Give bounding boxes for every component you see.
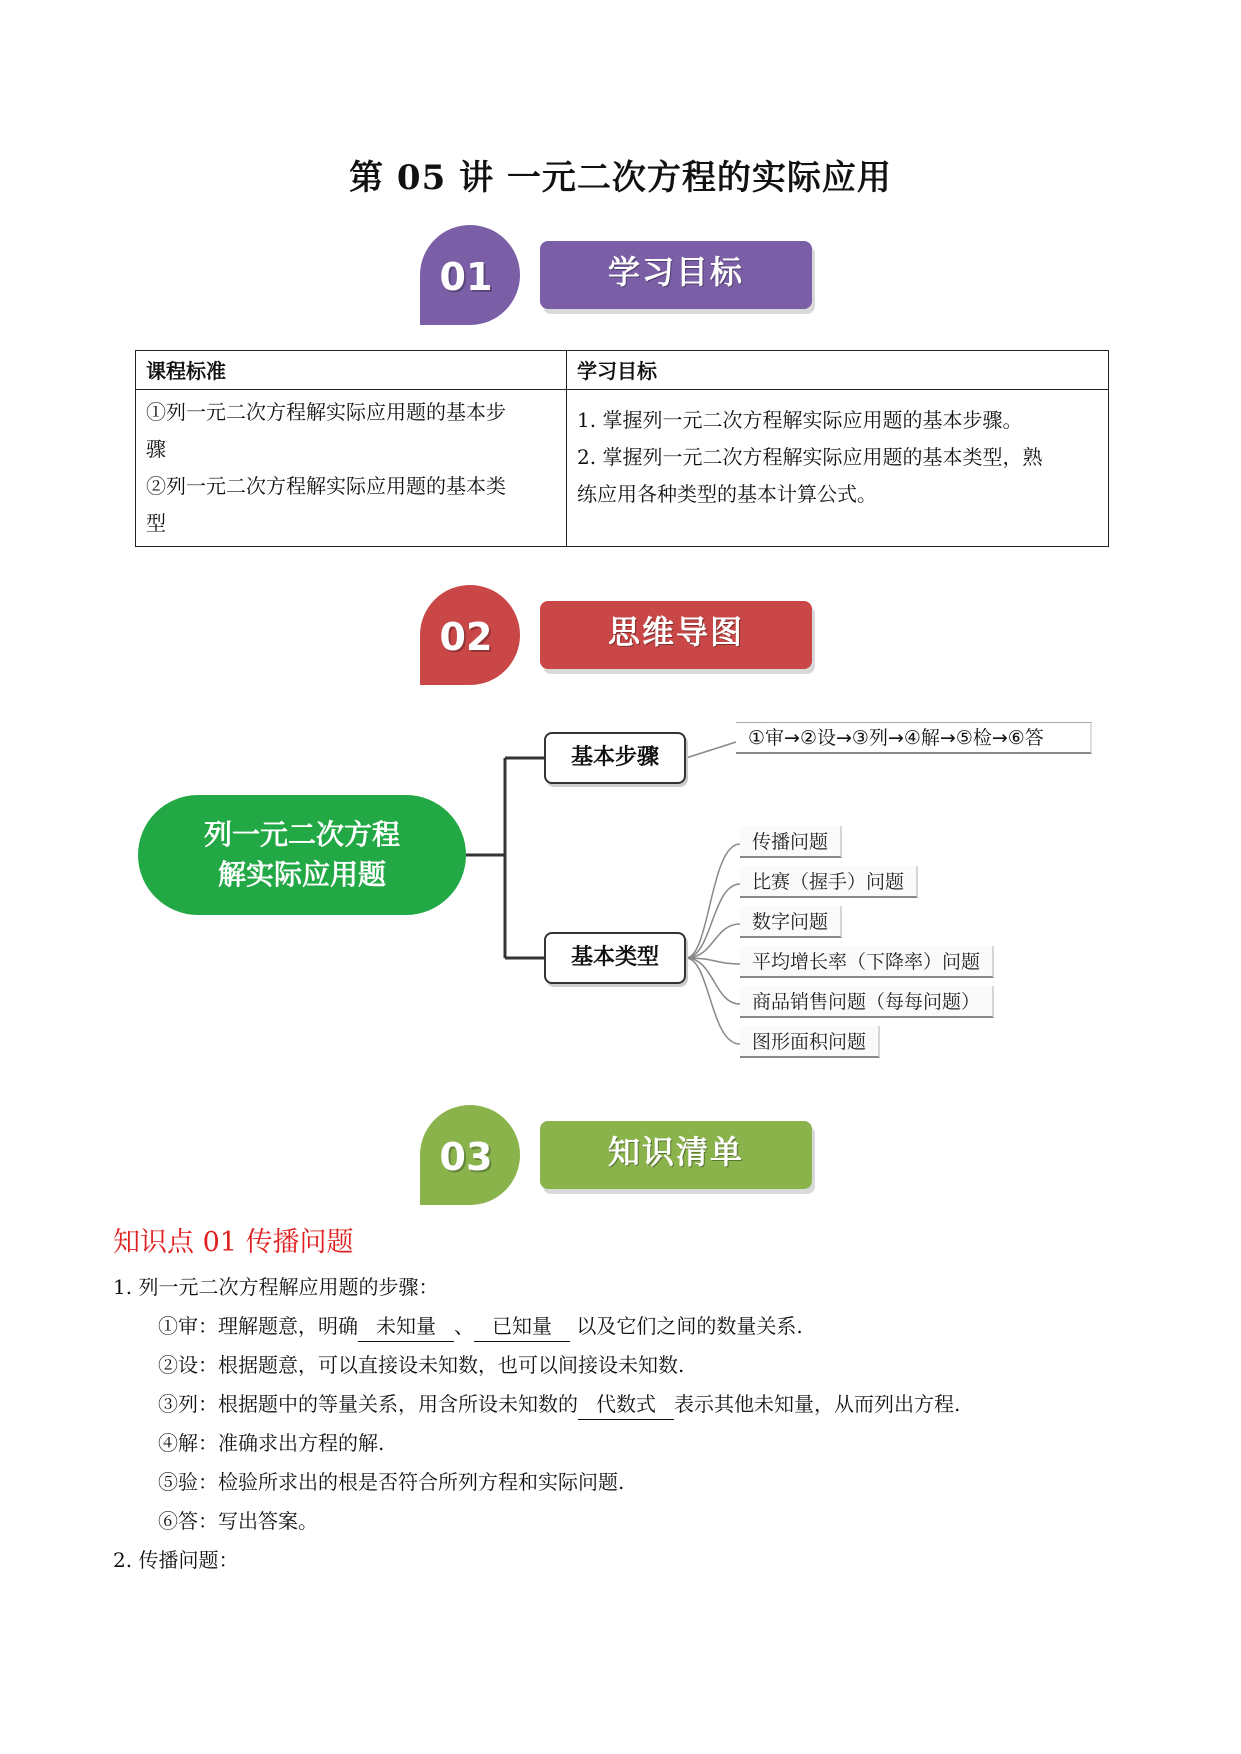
knowledge-point-title: 知识点 01 传播问题 (113, 1227, 354, 1258)
step-text: 、 (454, 1314, 474, 1338)
list-item (158, 1307, 803, 1345)
mindmap-node-steps: 基本步骤 (544, 732, 686, 784)
objective-line: 1. 掌握列一元二次方程解实际应用题的基本步骤。 (577, 408, 1023, 432)
connector-type-leaf (686, 958, 740, 1044)
list-item: ②设：根据题意，可以直接设未知数，也可以间接设未知数. (158, 1353, 685, 1377)
list-item: ④解：准确求出方程的解. (158, 1431, 385, 1455)
section-label: 知识清单 (607, 1133, 744, 1171)
list-item (158, 1385, 960, 1423)
mindmap-root (138, 795, 466, 915)
section-banner-knowledge (420, 1105, 850, 1205)
list-item: ⑤验：检验所求出的根是否符合所列方程和实际问题. (158, 1470, 625, 1494)
mindmap-node-types: 基本类型 (544, 932, 686, 984)
step-text: ①审：理解题意，明确 (158, 1314, 358, 1338)
answer-blank: 代数式 (578, 1389, 674, 1420)
section-number: 03 (439, 1135, 493, 1179)
table-header-objectives: 学习目标 (567, 351, 1109, 390)
mindmap-leaf-type: 传播问题 (740, 826, 842, 858)
mindmap-leaf-type: 比赛（握手）问题 (740, 866, 918, 898)
objective-line: 2. 掌握列一元二次方程解实际应用题的基本类型，熟 (577, 445, 1043, 469)
section-number: 02 (439, 615, 493, 659)
connector-type-leaf (686, 884, 740, 958)
page-title: 第 05 讲 一元二次方程的实际应用 (349, 158, 892, 198)
step-text: 表示其他未知量，从而列出方程. (674, 1392, 961, 1416)
section-label: 学习目标 (607, 253, 744, 291)
section-label-bar (540, 1121, 812, 1189)
root-line: 解实际应用题 (217, 858, 386, 891)
mindmap-leaf-steps: ①审→②设→③列→④解→⑤检→⑥答 (736, 722, 1092, 754)
answer-blank: 已知量 (474, 1311, 570, 1342)
section-number: 01 (439, 255, 493, 299)
mindmap-leaf-type: 数字问题 (740, 906, 842, 938)
standard-line: 骤 (146, 437, 166, 461)
standard-line: ①列一元二次方程解实际应用题的基本步 (146, 400, 506, 424)
section-label: 思维导图 (607, 613, 744, 651)
objective-line: 练应用各种类型的基本计算公式。 (577, 482, 877, 506)
mindmap-leaf-type: 图形面积问题 (740, 1026, 880, 1058)
standard-line: 型 (146, 511, 166, 535)
list-item: 2. 传播问题： (113, 1548, 239, 1572)
table-header-standard: 课程标准 (136, 351, 567, 390)
mindmap-leaf-type: 商品销售问题（每每问题） (740, 986, 994, 1018)
section-number-badge (420, 1105, 520, 1205)
connector-type-leaf (686, 958, 740, 1004)
answer-blank: 未知量 (358, 1311, 454, 1342)
standard-line: ②列一元二次方程解实际应用题的基本类 (146, 474, 506, 498)
root-line: 列一元二次方程 (203, 818, 400, 851)
step-text: 以及它们之间的数量关系. (576, 1314, 803, 1338)
list-item: ⑥答：写出答案。 (158, 1509, 318, 1533)
connector-steps-leaf (686, 742, 736, 758)
list-item: 1. 列一元二次方程解应用题的步骤： (113, 1275, 439, 1299)
mindmap-leaf-type: 平均增长率（下降率）问题 (740, 946, 994, 978)
step-text: ③列：根据题中的等量关系，用含所设未知数的 (158, 1392, 578, 1416)
